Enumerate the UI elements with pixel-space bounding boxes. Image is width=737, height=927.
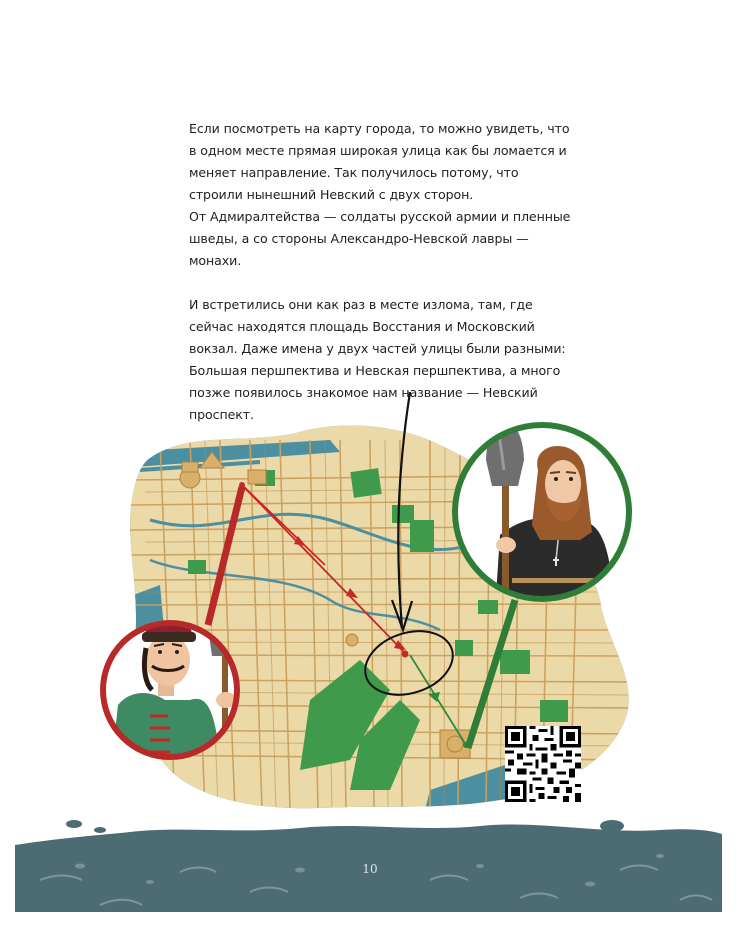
text-line: вокзал. Даже имена у двух частей улицы были разными: [189,341,566,356]
page-number: 10 [362,862,378,876]
text-line: От Адмиралтейства — солдаты русской армии и пленные [189,209,571,224]
text-line: меняет направление. Так получилось потому, что [189,165,519,180]
text-line: Если посмотреть на карту города, то можно увидеть, что [189,121,570,136]
qr-code-icon [505,726,581,802]
text-line: монахи. [189,253,242,268]
text-line: строили нынешний Невский с двух сторон. [189,187,474,202]
text-line: Большая першпектива и Невская першпектива, а много [189,363,561,378]
text-line: позже появилось знакомое нам название — Невский [189,385,538,400]
text-line: шведы, а со стороны Александро-Невской лавры — [189,231,529,246]
text-line: И встретились они как раз в месте излома, там, где [189,297,533,312]
qr-code[interactable] [505,726,581,802]
text-line: в одном месте прямая широкая улица как бы ломается и [189,143,567,158]
text-line: проспект. [189,407,254,422]
text-line: сейчас находятся площадь Восстания и Московский [189,319,535,334]
